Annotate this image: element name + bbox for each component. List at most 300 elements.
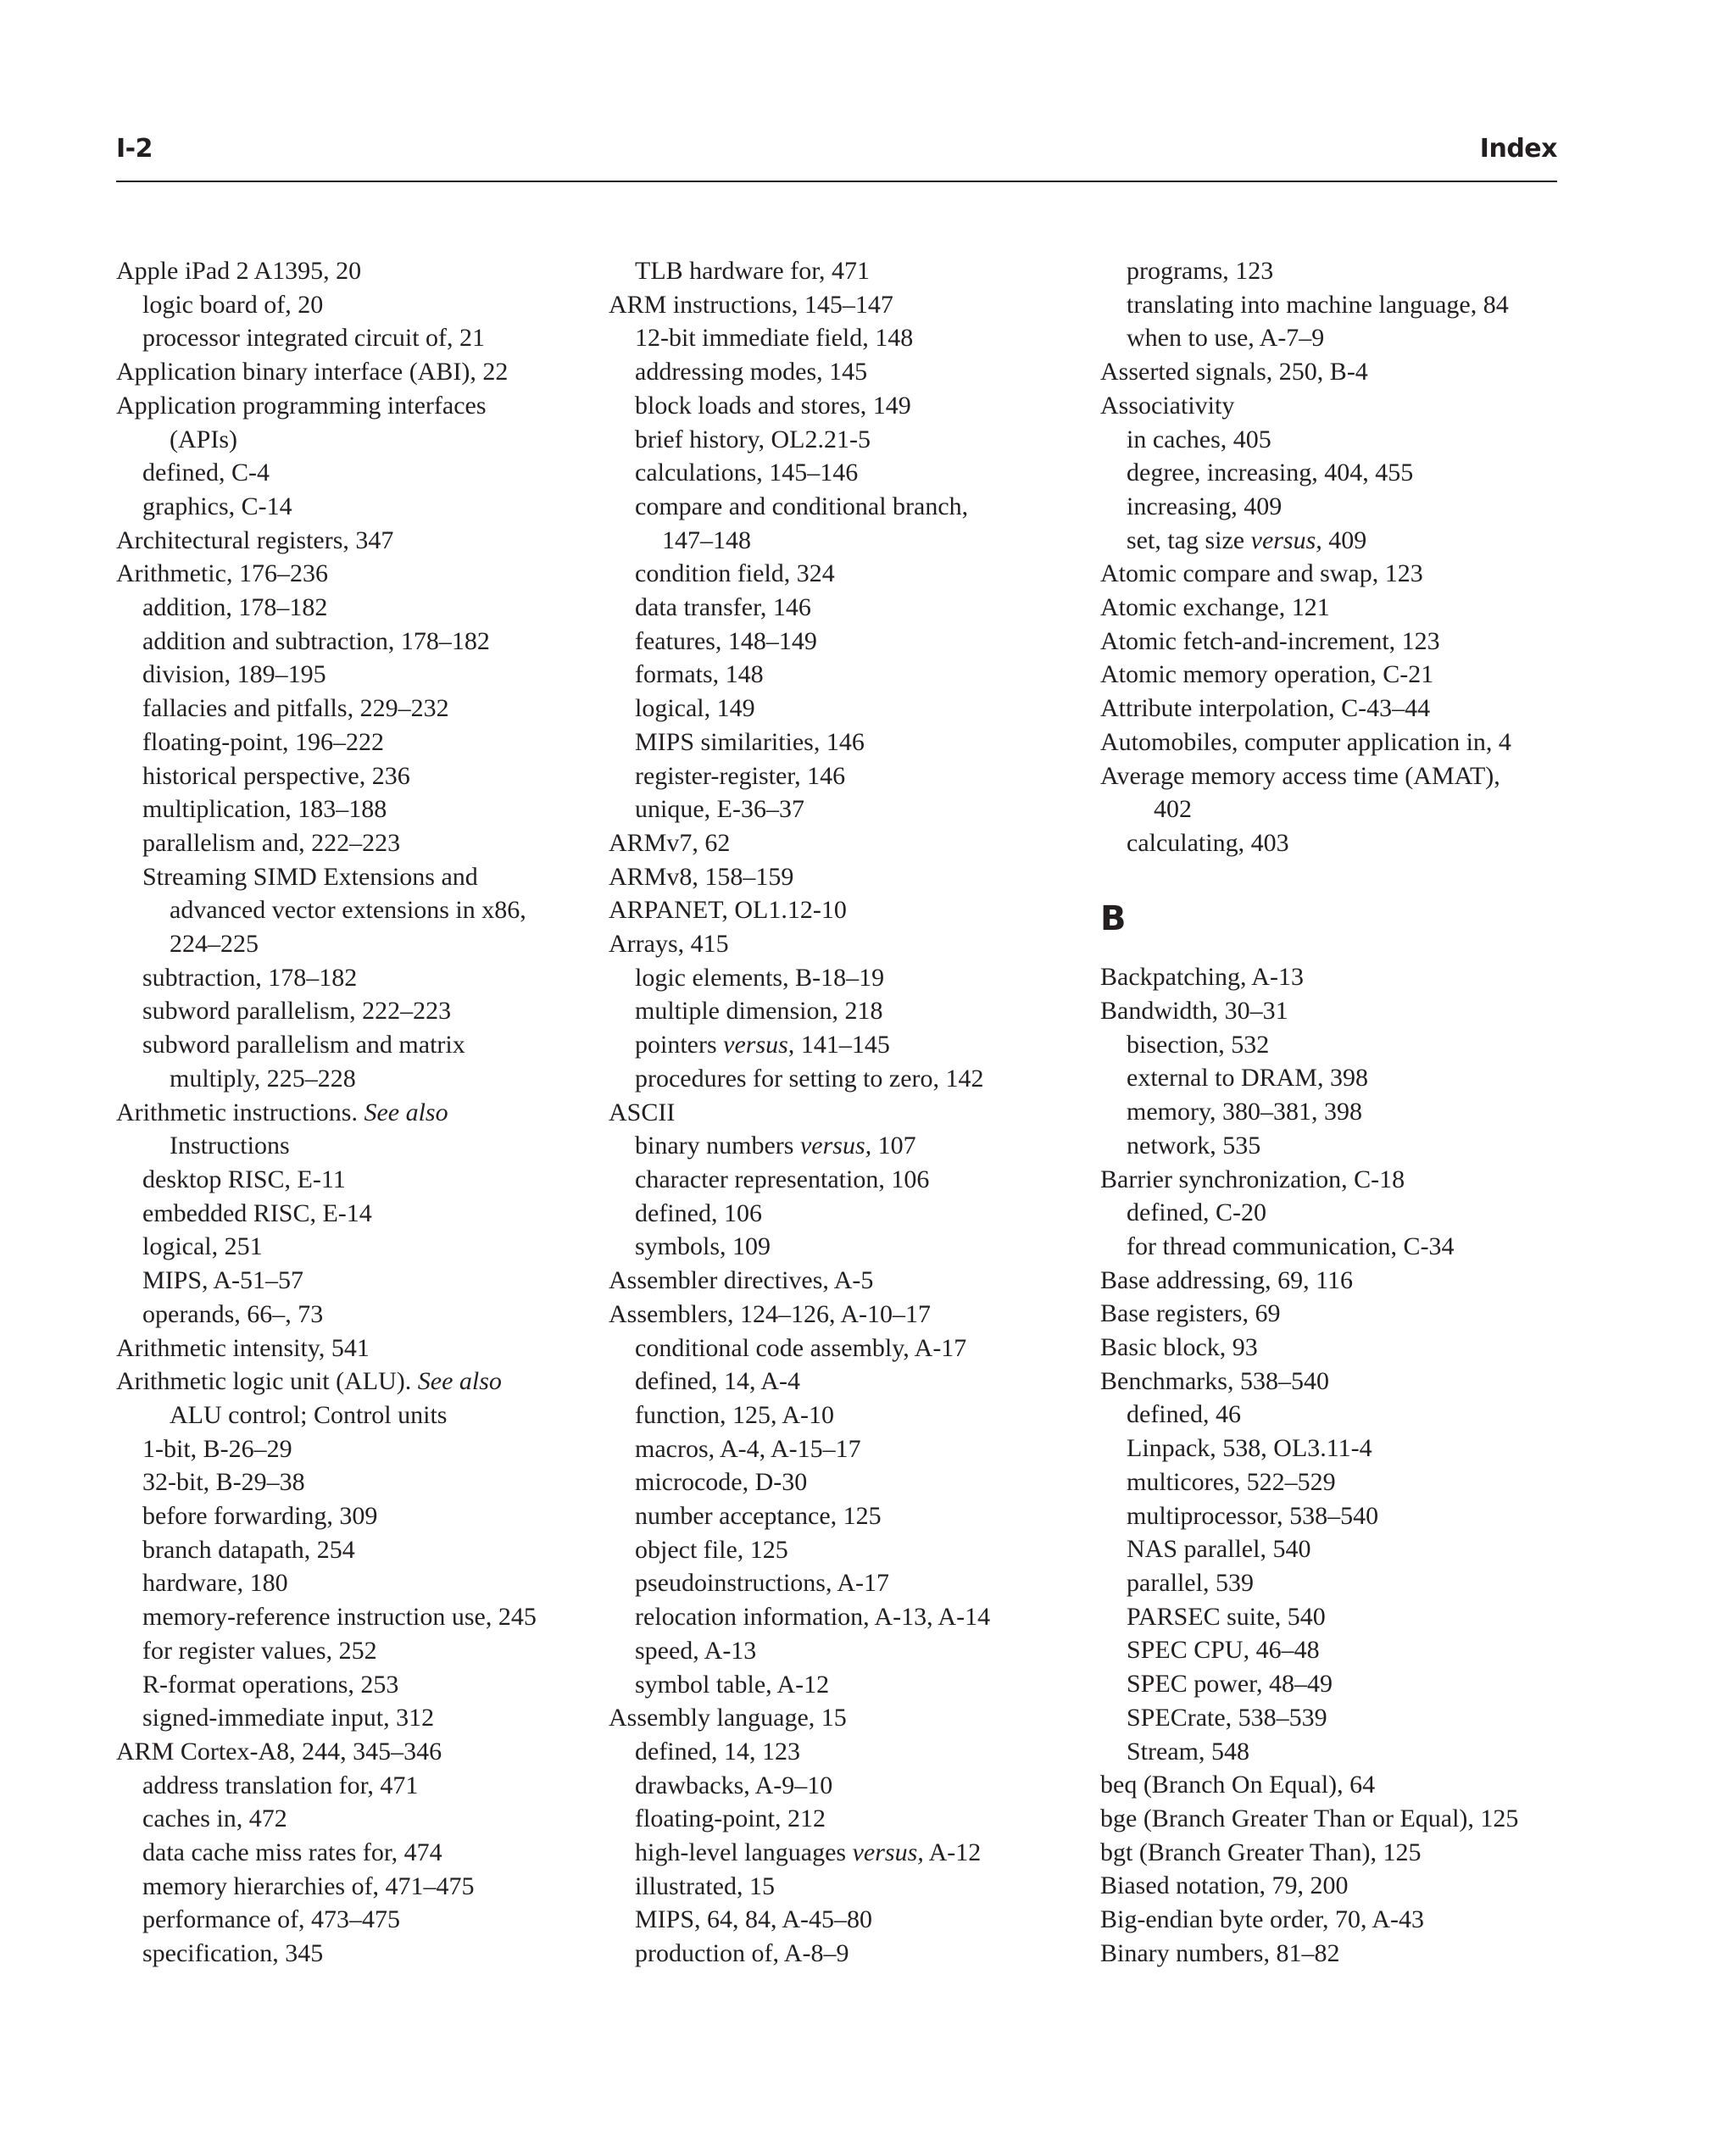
index-subentry xyxy=(609,557,1117,591)
entry-text: address translation for, 471 xyxy=(142,1771,419,1799)
index-subentry xyxy=(116,1230,625,1264)
entry-italic-text: versus, xyxy=(852,1838,924,1867)
index-entry-continuation xyxy=(116,893,625,927)
entry-text: NAS parallel, 540 xyxy=(1127,1535,1311,1564)
index-entry xyxy=(609,927,1117,961)
entry-text: conditional code assembly, A-17 xyxy=(635,1333,967,1362)
entry-text: addition, 178–182 xyxy=(142,593,328,622)
entry-text: degree, increasing, 404, 455 xyxy=(1127,459,1414,487)
entry-text: increasing, 409 xyxy=(1127,492,1283,520)
entry-text: Attribute interpolation, C-43–44 xyxy=(1100,694,1431,723)
entry-text: SPEC CPU, 46–48 xyxy=(1127,1636,1320,1665)
index-entry xyxy=(1100,557,1575,591)
entry-text: embedded RISC, E-14 xyxy=(142,1198,372,1227)
index-subentry xyxy=(609,1566,1117,1600)
index-subentry xyxy=(116,1769,625,1803)
entry-text: Atomic fetch-and-increment, 123 xyxy=(1100,626,1440,655)
entry-text: defined, 14, A-4 xyxy=(635,1367,800,1396)
entry-text: function, 125, A-10 xyxy=(635,1400,834,1429)
index-subentry xyxy=(609,625,1117,659)
index-subentry xyxy=(609,1769,1117,1803)
entry-italic-text: See also xyxy=(417,1367,502,1396)
index-entry xyxy=(1100,692,1575,726)
index-subentry xyxy=(116,1533,625,1567)
entry-text: microcode, D-30 xyxy=(635,1468,808,1497)
index-subentry xyxy=(116,1465,625,1499)
index-subentry xyxy=(1100,1398,1575,1432)
index-subentry xyxy=(609,490,1117,524)
index-entry xyxy=(609,1096,1117,1130)
entry-text: floating-point, 212 xyxy=(635,1805,826,1833)
index-entry xyxy=(116,1365,625,1399)
index-entry xyxy=(1100,591,1575,625)
index-entry xyxy=(609,826,1117,860)
index-entry xyxy=(1100,1903,1575,1937)
index-subentry xyxy=(116,1163,625,1197)
index-entry xyxy=(116,557,625,591)
index-entry xyxy=(116,1096,625,1130)
entry-text: hardware, 180 xyxy=(142,1569,288,1598)
index-entry xyxy=(1100,1768,1575,1802)
entry-text: performance of, 473–475 xyxy=(142,1905,401,1934)
entry-text: bisection, 532 xyxy=(1127,1030,1270,1059)
entry-text: bge (Branch Greater Than or Equal), 125 xyxy=(1100,1804,1519,1832)
index-subentry xyxy=(609,1870,1117,1904)
entry-text: external to DRAM, 398 xyxy=(1127,1064,1368,1093)
index-entry xyxy=(116,389,625,423)
index-subentry xyxy=(1100,1230,1575,1264)
index-subentry xyxy=(609,1533,1117,1567)
index-subentry xyxy=(116,490,625,524)
entry-text: Streaming SIMD Extensions and xyxy=(142,862,478,891)
entry-page-refs: 409 xyxy=(1328,526,1367,554)
entry-page-refs: 107 xyxy=(877,1132,916,1160)
index-subentry xyxy=(116,826,625,860)
entry-italic-text: versus, xyxy=(723,1031,795,1059)
running-head: Index xyxy=(1479,134,1557,164)
entry-text: compare and conditional branch, xyxy=(635,492,969,520)
entry-text: in caches, 405 xyxy=(1127,425,1271,453)
entry-text: memory-reference instruction use, 245 xyxy=(142,1603,537,1632)
index-subentry xyxy=(116,726,625,759)
entry-text: ARM instructions, 145–147 xyxy=(609,290,893,319)
index-subentry xyxy=(116,1566,625,1600)
entry-text: ASCII xyxy=(609,1098,676,1126)
index-subentry xyxy=(116,1937,625,1971)
index-entry xyxy=(609,1701,1117,1735)
entry-text: procedures for setting to zero, 142 xyxy=(635,1064,984,1093)
entry-text: ARMv7, 62 xyxy=(609,828,731,857)
entry-text: division, 189–195 xyxy=(142,660,326,689)
entry-text: subword parallelism, 222–223 xyxy=(142,997,452,1026)
index-subentry xyxy=(609,1937,1117,1971)
entry-text: Atomic memory operation, C-21 xyxy=(1100,660,1434,689)
index-subentry xyxy=(116,1701,625,1735)
index-entry-continuation xyxy=(116,1062,625,1096)
index-subentry xyxy=(116,625,625,659)
entry-text: multiply, 225–228 xyxy=(170,1064,356,1093)
entry-text: data cache miss rates for, 474 xyxy=(142,1838,442,1867)
index-subentry xyxy=(1100,1465,1575,1499)
index-entry xyxy=(1100,1802,1575,1836)
entry-text: Linpack, 538, OL3.11-4 xyxy=(1127,1434,1372,1463)
index-subentry xyxy=(116,321,625,355)
index-subentry xyxy=(609,1432,1117,1466)
index-subentry xyxy=(116,288,625,322)
index-entry xyxy=(1100,1331,1575,1365)
index-entry xyxy=(1100,389,1575,423)
entry-text: Arrays, 415 xyxy=(609,930,729,959)
entry-text: data transfer, 146 xyxy=(635,593,811,622)
entry-text: set, tag size xyxy=(1127,526,1245,554)
index-subentry xyxy=(116,1802,625,1836)
entry-text: Atomic compare and swap, 123 xyxy=(1100,559,1423,588)
index-subentry xyxy=(609,456,1117,490)
index-subentry xyxy=(1100,1667,1575,1701)
index-subentry xyxy=(609,423,1117,457)
index-entry xyxy=(1100,1836,1575,1870)
entry-text: Backpatching, A-13 xyxy=(1100,963,1304,992)
index-subentry xyxy=(1100,1196,1575,1230)
index-subentry xyxy=(609,658,1117,692)
entry-text: R-format operations, 253 xyxy=(142,1670,399,1699)
index-entry-continuation xyxy=(116,927,625,961)
index-entry xyxy=(609,1264,1117,1298)
entry-text: symbol table, A-12 xyxy=(635,1670,830,1699)
entry-text: production of, A-8–9 xyxy=(635,1939,849,1968)
entry-text: floating-point, 196–222 xyxy=(142,727,384,756)
entry-text: fallacies and pitfalls, 229–232 xyxy=(142,694,449,723)
entry-text: beq (Branch On Equal), 64 xyxy=(1100,1771,1376,1799)
index-subentry xyxy=(116,1836,625,1870)
index-entry xyxy=(1100,355,1575,389)
index-subentry xyxy=(1100,1028,1575,1062)
index-entry xyxy=(1100,1869,1575,1903)
entry-text: calculations, 145–146 xyxy=(635,459,859,487)
index-entry xyxy=(116,524,625,558)
index-subentry xyxy=(116,860,625,894)
entry-text: ARM Cortex-A8, 244, 345–346 xyxy=(116,1737,442,1766)
entry-text: memory hierarchies of, 471–475 xyxy=(142,1871,475,1900)
index-subentry xyxy=(609,1230,1117,1264)
index-entry xyxy=(116,254,625,288)
entry-text: multicores, 522–529 xyxy=(1127,1467,1336,1496)
index-entry-continuation xyxy=(116,1399,625,1432)
entry-text: programs, 123 xyxy=(1127,257,1274,285)
entry-text: Assemblers, 124–126, A-10–17 xyxy=(609,1299,931,1328)
entry-text: drawbacks, A-9–10 xyxy=(635,1771,833,1799)
index-subentry xyxy=(609,1332,1117,1365)
index-subentry xyxy=(1100,1095,1575,1129)
index-subentry xyxy=(116,456,625,490)
entry-text: pointers xyxy=(635,1031,717,1059)
index-entry xyxy=(1100,1297,1575,1331)
header-rule xyxy=(116,181,1557,182)
section-letter-heading: B xyxy=(1100,899,1127,939)
index-entry-continuation xyxy=(116,423,625,457)
entry-text: binary numbers xyxy=(635,1132,794,1160)
entry-page-refs: A-12 xyxy=(928,1838,982,1867)
index-subentry xyxy=(609,321,1117,355)
entry-text: Bandwidth, 30–31 xyxy=(1100,997,1288,1026)
index-subentry xyxy=(609,1668,1117,1702)
entry-text: Benchmarks, 538–540 xyxy=(1100,1366,1329,1395)
entry-text: TLB hardware for, 471 xyxy=(635,257,871,285)
entry-text: calculating, 403 xyxy=(1127,828,1289,857)
entry-text: condition field, 324 xyxy=(635,559,835,588)
entry-text: Arithmetic instructions. xyxy=(116,1098,358,1126)
entry-text: Automobiles, computer application in, 4 xyxy=(1100,727,1511,756)
index-subentry xyxy=(1100,1701,1575,1735)
entry-text: Base addressing, 69, 116 xyxy=(1100,1265,1354,1294)
entry-text: 12-bit immediate field, 148 xyxy=(635,324,914,353)
index-subentry xyxy=(609,1062,1117,1096)
entry-italic-text: versus, xyxy=(799,1132,872,1160)
entry-text: number acceptance, 125 xyxy=(635,1502,882,1531)
index-subentry xyxy=(609,961,1117,995)
index-subentry xyxy=(116,658,625,692)
entry-text: Stream, 548 xyxy=(1127,1737,1249,1766)
index-subentry xyxy=(116,792,625,826)
index-entry xyxy=(1100,960,1575,994)
index-subentry xyxy=(1100,321,1575,355)
index-entry xyxy=(609,893,1117,927)
index-subentry xyxy=(609,389,1117,423)
index-subentry xyxy=(116,1499,625,1533)
index-entry xyxy=(1100,658,1575,692)
entry-text: Arithmetic, 176–236 xyxy=(116,559,328,588)
entry-text: when to use, A-7–9 xyxy=(1127,324,1325,353)
entry-text: operands, 66–, 73 xyxy=(142,1299,324,1328)
entry-text: symbols, 109 xyxy=(635,1232,771,1261)
entry-text: Arithmetic logic unit (ALU). xyxy=(116,1367,412,1396)
entry-text: SPEC power, 48–49 xyxy=(1127,1670,1333,1699)
index-subentry xyxy=(1100,1566,1575,1600)
entry-text: Average memory access time (AMAT), xyxy=(1100,761,1500,790)
entry-text: ARPANET, OL1.12-10 xyxy=(609,896,847,925)
index-subentry xyxy=(1100,1633,1575,1667)
entry-text: formats, 148 xyxy=(635,660,764,689)
entry-text: high-level languages xyxy=(635,1838,847,1867)
index-entry xyxy=(609,860,1117,894)
entry-text: 1-bit, B-26–29 xyxy=(142,1434,292,1463)
entry-italic-text: See also xyxy=(364,1098,448,1126)
entry-text: unique, E-36–37 xyxy=(635,795,804,824)
index-subentry xyxy=(609,759,1117,793)
index-subentry xyxy=(1100,490,1575,524)
index-subentry xyxy=(609,1163,1117,1197)
entry-text: memory, 380–381, 398 xyxy=(1127,1098,1363,1126)
entry-text: subword parallelism and matrix xyxy=(142,1031,465,1059)
entry-text: Base registers, 69 xyxy=(1100,1299,1281,1328)
entry-text: 32-bit, B-29–38 xyxy=(142,1468,305,1497)
entry-text: 147–148 xyxy=(662,526,751,554)
index-subentry xyxy=(116,1197,625,1231)
index-subentry xyxy=(1100,288,1575,322)
entry-text: historical perspective, 236 xyxy=(142,761,410,790)
entry-text: ALU control; Control units xyxy=(170,1400,448,1429)
entry-text: defined, 46 xyxy=(1127,1400,1241,1429)
page-folio: I-2 xyxy=(116,134,153,164)
entry-text: Apple iPad 2 A1395, 20 xyxy=(116,257,362,285)
entry-text: logic board of, 20 xyxy=(142,290,324,319)
index-subentry xyxy=(1100,1499,1575,1533)
entry-text: 402 xyxy=(1154,795,1192,824)
entry-text: Assembler directives, A-5 xyxy=(609,1266,874,1295)
entry-text: Barrier synchronization, C-18 xyxy=(1100,1165,1405,1193)
index-subentry xyxy=(116,1298,625,1332)
index-subentry xyxy=(609,994,1117,1028)
index-subentry xyxy=(116,961,625,995)
entry-text: (APIs) xyxy=(170,425,237,453)
index-subentry xyxy=(609,1465,1117,1499)
entry-text: PARSEC suite, 540 xyxy=(1127,1602,1326,1631)
index-subentry xyxy=(116,591,625,625)
index-entry xyxy=(1100,1264,1575,1298)
index-subentry xyxy=(1100,1735,1575,1769)
index-entry xyxy=(1100,1937,1575,1971)
index-subentry xyxy=(116,692,625,726)
entry-text: Biased notation, 79, 200 xyxy=(1100,1871,1349,1900)
index-entry xyxy=(1100,759,1575,793)
entry-text: for register values, 252 xyxy=(142,1636,377,1665)
entry-text: Application programming interfaces xyxy=(116,391,487,420)
entry-text: Architectural registers, 347 xyxy=(116,526,394,554)
entry-text: illustrated, 15 xyxy=(635,1871,775,1900)
entry-text: advanced vector extensions in x86, xyxy=(170,896,526,925)
index-entry-continuation xyxy=(609,524,1117,558)
index-column-1 xyxy=(116,254,625,1971)
entry-text: for thread communication, C-34 xyxy=(1127,1232,1455,1260)
entry-text: logical, 251 xyxy=(142,1232,263,1261)
entry-text: character representation, 106 xyxy=(635,1165,930,1193)
entry-text: Associativity xyxy=(1100,391,1235,420)
entry-text: register-register, 146 xyxy=(635,761,846,790)
index-entry xyxy=(1100,994,1575,1028)
section-spacer xyxy=(1100,860,1575,894)
index-subentry xyxy=(609,726,1117,759)
index-subentry xyxy=(1100,1532,1575,1566)
index-subentry xyxy=(609,792,1117,826)
entry-text: ARMv8, 158–159 xyxy=(609,862,794,891)
index-entry xyxy=(1100,1163,1575,1197)
index-subentry xyxy=(609,1028,1117,1062)
entry-text: parallel, 539 xyxy=(1127,1569,1254,1597)
entry-text: multiplication, 183–188 xyxy=(142,795,387,824)
entry-text: branch datapath, 254 xyxy=(142,1535,355,1564)
entry-text: MIPS, 64, 84, A-45–80 xyxy=(635,1905,873,1934)
index-subentry xyxy=(609,1903,1117,1937)
index-subentry xyxy=(116,759,625,793)
entry-text: desktop RISC, E-11 xyxy=(142,1165,346,1193)
entry-page-refs: 141–145 xyxy=(800,1031,890,1059)
index-subentry xyxy=(116,1634,625,1668)
entry-text: translating into machine language, 84 xyxy=(1127,290,1509,319)
index-subentry xyxy=(609,1600,1117,1634)
index-entry-continuation xyxy=(116,1129,625,1163)
index-subentry xyxy=(609,1129,1117,1163)
index-subentry xyxy=(1100,1432,1575,1465)
index-subentry xyxy=(609,591,1117,625)
index-entry xyxy=(116,1332,625,1365)
entry-text: MIPS, A-51–57 xyxy=(142,1266,304,1295)
index-entry xyxy=(116,355,625,389)
entry-text: MIPS similarities, 146 xyxy=(635,727,865,756)
index-subentry xyxy=(609,1365,1117,1399)
entry-text: relocation information, A-13, A-14 xyxy=(635,1603,991,1632)
index-subentry xyxy=(609,1634,1117,1668)
entry-text: SPECrate, 538–539 xyxy=(1127,1703,1327,1732)
index-subentry xyxy=(609,1499,1117,1533)
entry-text: Basic block, 93 xyxy=(1100,1333,1258,1362)
entry-text: Big-endian byte order, 70, A-43 xyxy=(1100,1905,1425,1934)
index-subentry xyxy=(116,1432,625,1466)
entry-text: addressing modes, 145 xyxy=(635,358,868,386)
index-subentry xyxy=(1100,423,1575,457)
entry-text: Application binary interface (ABI), 22 xyxy=(116,358,509,386)
entry-text: logical, 149 xyxy=(635,694,755,723)
entry-text: defined, 106 xyxy=(635,1198,762,1227)
entry-text: network, 535 xyxy=(1127,1131,1261,1159)
entry-text: features, 148–149 xyxy=(635,626,817,655)
entry-text: pseudoinstructions, A-17 xyxy=(635,1569,889,1598)
entry-text: logic elements, B-18–19 xyxy=(635,963,885,992)
entry-text: block loads and stores, 149 xyxy=(635,391,911,420)
entry-text: Atomic exchange, 121 xyxy=(1100,593,1330,622)
index-subentry xyxy=(609,1836,1117,1870)
index-subentry xyxy=(1100,456,1575,490)
index-subentry xyxy=(609,254,1117,288)
index-subentry xyxy=(1100,826,1575,860)
index-column-2 xyxy=(609,254,1117,1971)
index-subentry xyxy=(609,1735,1117,1769)
entry-text: Arithmetic intensity, 541 xyxy=(116,1333,370,1362)
index-entry xyxy=(1100,1365,1575,1399)
index-subentry xyxy=(116,1028,625,1062)
index-subentry xyxy=(609,1802,1117,1836)
index-subentry xyxy=(609,1399,1117,1432)
entry-text: defined, C-20 xyxy=(1127,1198,1266,1227)
entry-text: macros, A-4, A-15–17 xyxy=(635,1434,861,1463)
entry-text: defined, 14, 123 xyxy=(635,1737,800,1766)
index-entry xyxy=(116,1735,625,1769)
entry-text: Binary numbers, 81–82 xyxy=(1100,1938,1340,1967)
entry-text: 224–225 xyxy=(170,930,259,959)
index-subentry xyxy=(116,1264,625,1298)
entry-text: multiple dimension, 218 xyxy=(635,997,883,1026)
entry-text: Assembly language, 15 xyxy=(609,1704,847,1732)
index-entry xyxy=(1100,625,1575,659)
index-entry xyxy=(609,1298,1117,1332)
entry-text: brief history, OL2.21-5 xyxy=(635,425,871,453)
index-subentry xyxy=(116,1600,625,1634)
entry-text: bgt (Branch Greater Than), 125 xyxy=(1100,1838,1422,1866)
index-subentry xyxy=(1100,1061,1575,1095)
entry-text: Asserted signals, 250, B-4 xyxy=(1100,358,1368,386)
index-subentry xyxy=(116,1668,625,1702)
index-subentry xyxy=(116,1870,625,1904)
index-subentry xyxy=(1100,254,1575,288)
entry-text: parallelism and, 222–223 xyxy=(142,828,401,857)
index-subentry xyxy=(116,1903,625,1937)
index-column-3 xyxy=(1100,254,1575,1970)
index-entry-continuation xyxy=(1100,792,1575,826)
entry-text: speed, A-13 xyxy=(635,1636,757,1665)
entry-text: subtraction, 178–182 xyxy=(142,963,358,992)
index-entry xyxy=(609,288,1117,322)
entry-text: specification, 345 xyxy=(142,1939,324,1968)
index-subentry xyxy=(1100,1129,1575,1163)
